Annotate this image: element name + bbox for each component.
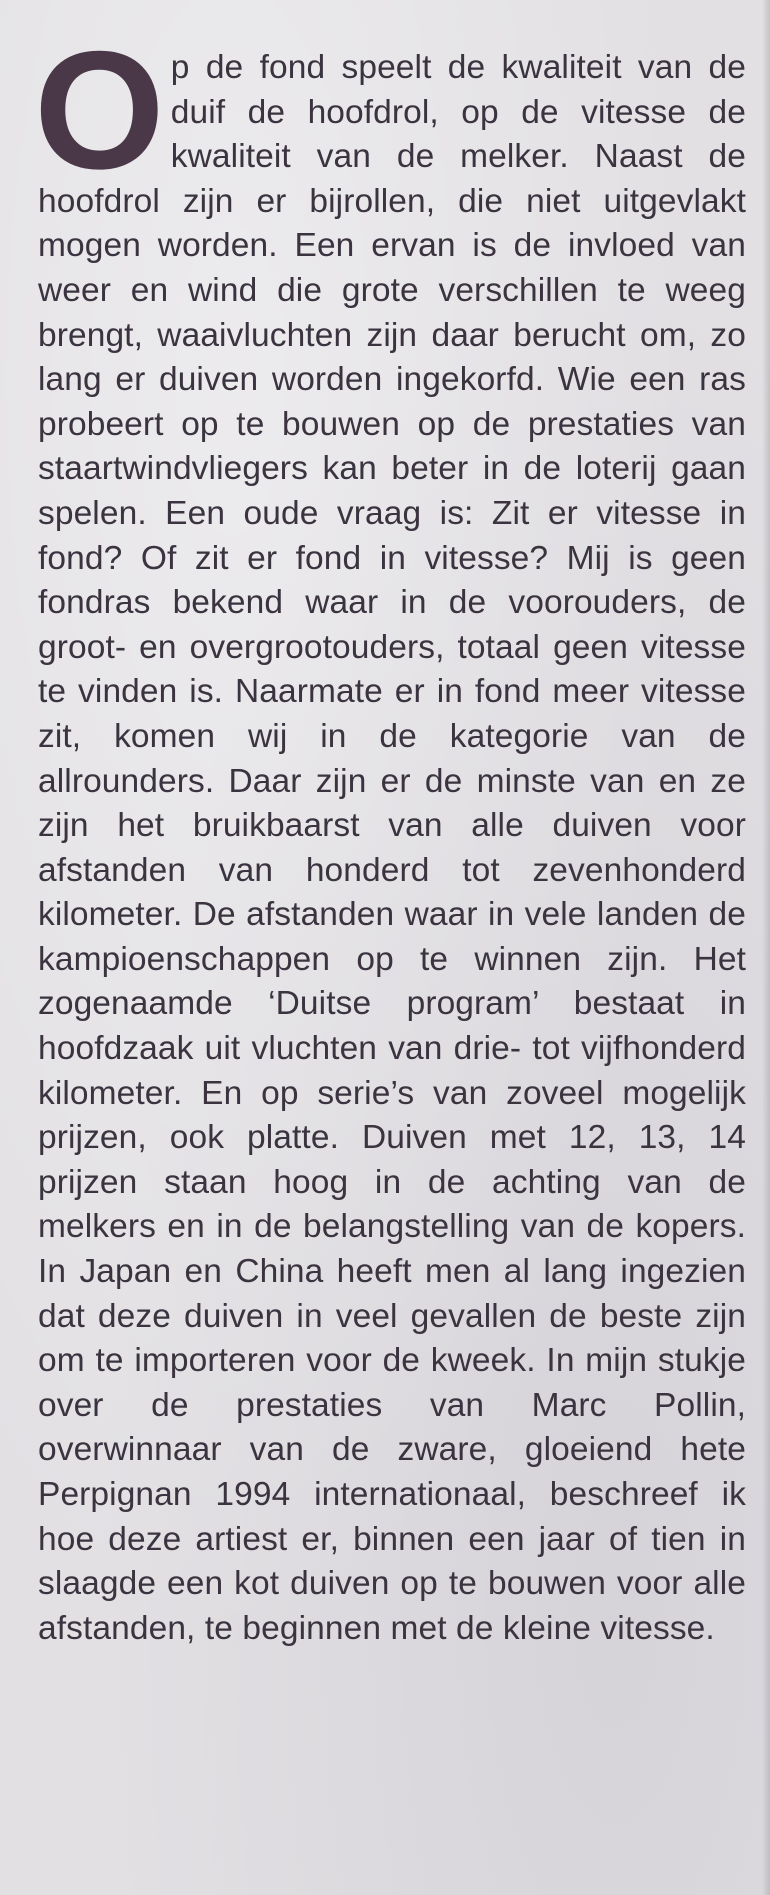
drop-cap: O: [34, 16, 165, 204]
article-text: [34, 16, 746, 1651]
article-body: p de fond speelt de kwaliteit van de duif de hoofdrol, op de vitesse de kwaliteit van de melker. Naast de hoofdrol zijn er bijrollen, die niet uitgevlakt mogen worden. Een ervan is de invloed van weer en wind die grote verschillen te weeg brengt, waaivluchten zijn daar berucht om, zo lang er duiven worden ingekorfd. Wie een ras probeert op te bouwen op de prestaties van staartwindvliegers kan beter in de loterij gaan spelen. Een oude vraag is: Zit er vitesse in fond? Of zit er fond in vitesse? Mij is geen fondras bekend waar in de voorouders, de groot- en overgrootouders, totaal geen vitesse te vinden is. Naarmate er in fond meer vitesse zit, komen wij in de kategorie van de allrounders. Daar zijn er de minste van en ze zijn het bruikbaarst van alle duiven voor afstanden van honderd tot zevenhonderd kilometer. De afstanden waar in vele landen de kampioenschappen op te winnen zijn. Het zogenaamde ‘Duitse program’ bestaat in hoofdzaak uit vluchten van drie- tot vijfhonderd kilometer. En op serie’s van zoveel mogelijk prijzen, ook platte. Duiven met 12, 13, 14 prijzen staan hoog in de achting van de melkers en in de belangstelling van de kopers. In Japan en China heeft men al lang ingezien dat deze duiven in veel gevallen de beste zijn om te importeren voor de kweek. In mijn stukje over de prestaties van Marc Pollin, overwinnaar van de zware, gloeiend hete Perpignan 1994 internationaal, beschreef ik hoe deze artiest er, binnen een jaar of tien in slaagde een kot duiven op te bouwen voor alle afstanden, te beginnen met de kleine vitesse.: [38, 49, 746, 1647]
page-edge-shadow: [762, 0, 770, 1895]
